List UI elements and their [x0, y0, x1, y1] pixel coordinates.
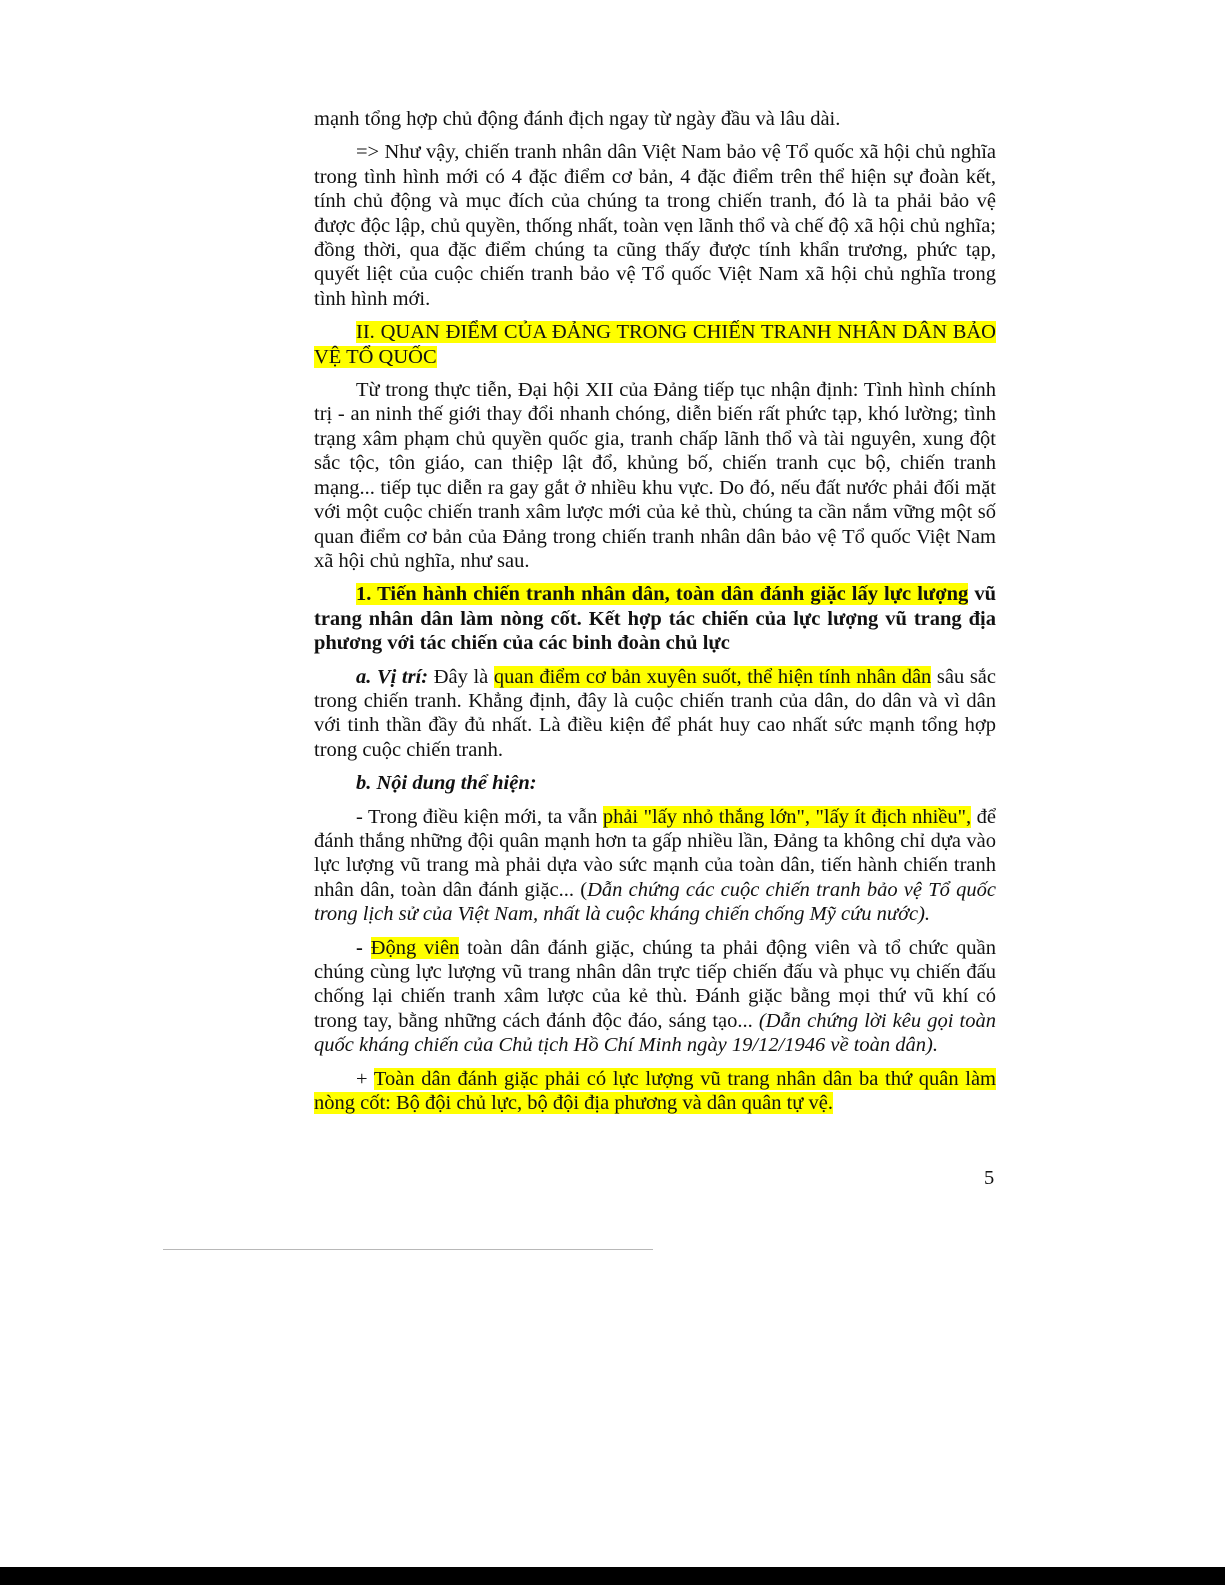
subsection-heading-rest: vũ trang nhân dân làm nòng cốt. Kết hợp tác chiến của lực lượng vũ trang địa phương với tác chiến của các binh đoàn chủ lực — [314, 583, 996, 655]
content-3-plus: + — [356, 1067, 374, 1090]
paragraph-content-label — [314, 771, 996, 795]
paragraph-summary: => Như vậy, chiến tranh nhân dân Việt Nam bảo vệ Tổ quốc xã hội chủ nghĩa trong tình hình mới có 4 đặc điểm cơ bản, 4 đặc điểm trên thể hiện sự đoàn kết, tính chủ động và mục đích của chúng ta trong chiến tranh, đó là ta phải bảo vệ được độc lập, chủ quyền, thống nhất, toàn vẹn lãnh thổ và chế độ xã hội chủ nghĩa; đồng thời, qua đặc điểm chúng ta cũng thấy được tính khẩn trương, phức tạp, quyết liệt của cuộc chiến tranh bảo vệ Tổ quốc Việt Nam xã hội chủ nghĩa trong tình hình mới. — [314, 141, 996, 310]
bottom-bar — [0, 1567, 1225, 1585]
paragraph-intro-continuation: mạnh tổng hợp chủ động đánh địch ngay từ ngày đầu và lâu dài. — [314, 108, 841, 130]
paragraph-content-2 — [314, 936, 996, 1058]
document-page — [314, 107, 996, 1124]
content-2-highlight: Động viên — [370, 936, 460, 959]
content-2-text: toàn dân đánh giặc, chúng ta phải động viên và tổ chức quần chúng cùng lực lượng vũ trang nhân dân trực tiếp chiến đấu và phục vụ chiến đấu chống lại chiến tranh xâm lược của kẻ thù. Đánh giặc bằng mọi thứ vũ khí có trong tay, bằng những cách đánh độc đáo, sáng tạo... — [314, 936, 996, 1032]
section-heading — [314, 320, 996, 369]
paragraph-content-1 — [314, 805, 996, 927]
subsection-heading — [314, 582, 996, 655]
content-1-text-start: - Trong điều kiện mới, ta vẫn — [356, 805, 603, 828]
page-number: 5 — [984, 1167, 995, 1189]
content-1-highlight: phải "lấy nhỏ thắng lớn", "lấy ít địch nhiều", — [602, 805, 972, 828]
footer-divider — [163, 1249, 653, 1250]
content-label: b. Nội dung thể hiện: — [356, 772, 537, 795]
position-highlight: quan điểm cơ bản xuyên suốt, thể hiện tính nhân dân — [493, 665, 932, 688]
section-heading-text: II. QUAN ĐIỂM CỦA ĐẢNG TRONG CHIẾN TRANH NHÂN DÂN BẢO VỆ TỔ QUỐC — [314, 321, 996, 368]
content-1-evidence: Dẫn chứng các cuộc chiến tranh bảo vệ Tổ quốc trong lịch sử của Việt Nam, nhất là cuộc kháng chiến chống Mỹ cứu nước). — [314, 878, 996, 926]
position-label: a. Vị trí: — [356, 665, 429, 688]
content-3-highlight: Toàn dân đánh giặc phải có lực lượng vũ trang nhân dân ba thứ quân làm nòng cốt: Bộ đội chủ lực, bộ đội địa phương và dân quân tự vệ. — [314, 1067, 996, 1115]
paragraph-position — [314, 665, 996, 763]
content-2-evidence: (Dẫn chứng lời kêu gọi toàn quốc kháng chiến của Chủ tịch Hồ Chí Minh ngày 19/12/1946 về toàn dân). — [314, 1009, 996, 1057]
position-text-end: sâu sắc trong chiến tranh. Khẳng định, đây là cuộc chiến tranh của dân, do dân và vì dân với tinh thần đầy đủ nhất. Là điều kiện để phát huy cao nhất sức mạnh tổng hợp trong cuộc chiến tranh. — [314, 665, 997, 761]
subsection-heading-highlight: 1. Tiến hành chiến tranh nhân dân, toàn dân đánh giặc lấy lực lượng — [356, 583, 969, 606]
position-text-start: Đây là — [428, 665, 494, 688]
paragraph-context: Từ trong thực tiễn, Đại hội XII của Đảng tiếp tục nhận định: Tình hình chính trị - an ninh thế giới thay đổi nhanh chóng, diễn biến rất phức tạp, khó lường; tình trạng xâm phạm chủ quyền quốc gia, tranh chấp lãnh thổ và tài nguyên, xung đột sắc tộc, tôn giáo, can thiệp lật đổ, khủng bố, chiến tranh cục bộ, chiến tranh mạng... tiếp tục diễn ra gay gắt ở nhiều khu vực. Do đó, nếu đất nước phải đối mặt với một cuộc chiến tranh xâm lược mới của kẻ thù, chúng ta cần nắm vững một số quan điểm cơ bản của Đảng trong chiến tranh nhân dân bảo vệ Tổ quốc Việt Nam xã hội chủ nghĩa, như sau. — [314, 379, 996, 572]
content-2-dash: - — [356, 936, 371, 959]
content-1-text-mid: để đánh thắng những đội quân mạnh hơn ta gấp nhiều lần, Đảng ta không chỉ dựa vào lực lượng vũ trang mà phải dựa vào sức mạnh của toàn dân, tiến hành chiến tranh nhân dân, toàn dân đánh giặc... ( — [314, 805, 996, 901]
paragraph-content-3 — [314, 1067, 996, 1116]
